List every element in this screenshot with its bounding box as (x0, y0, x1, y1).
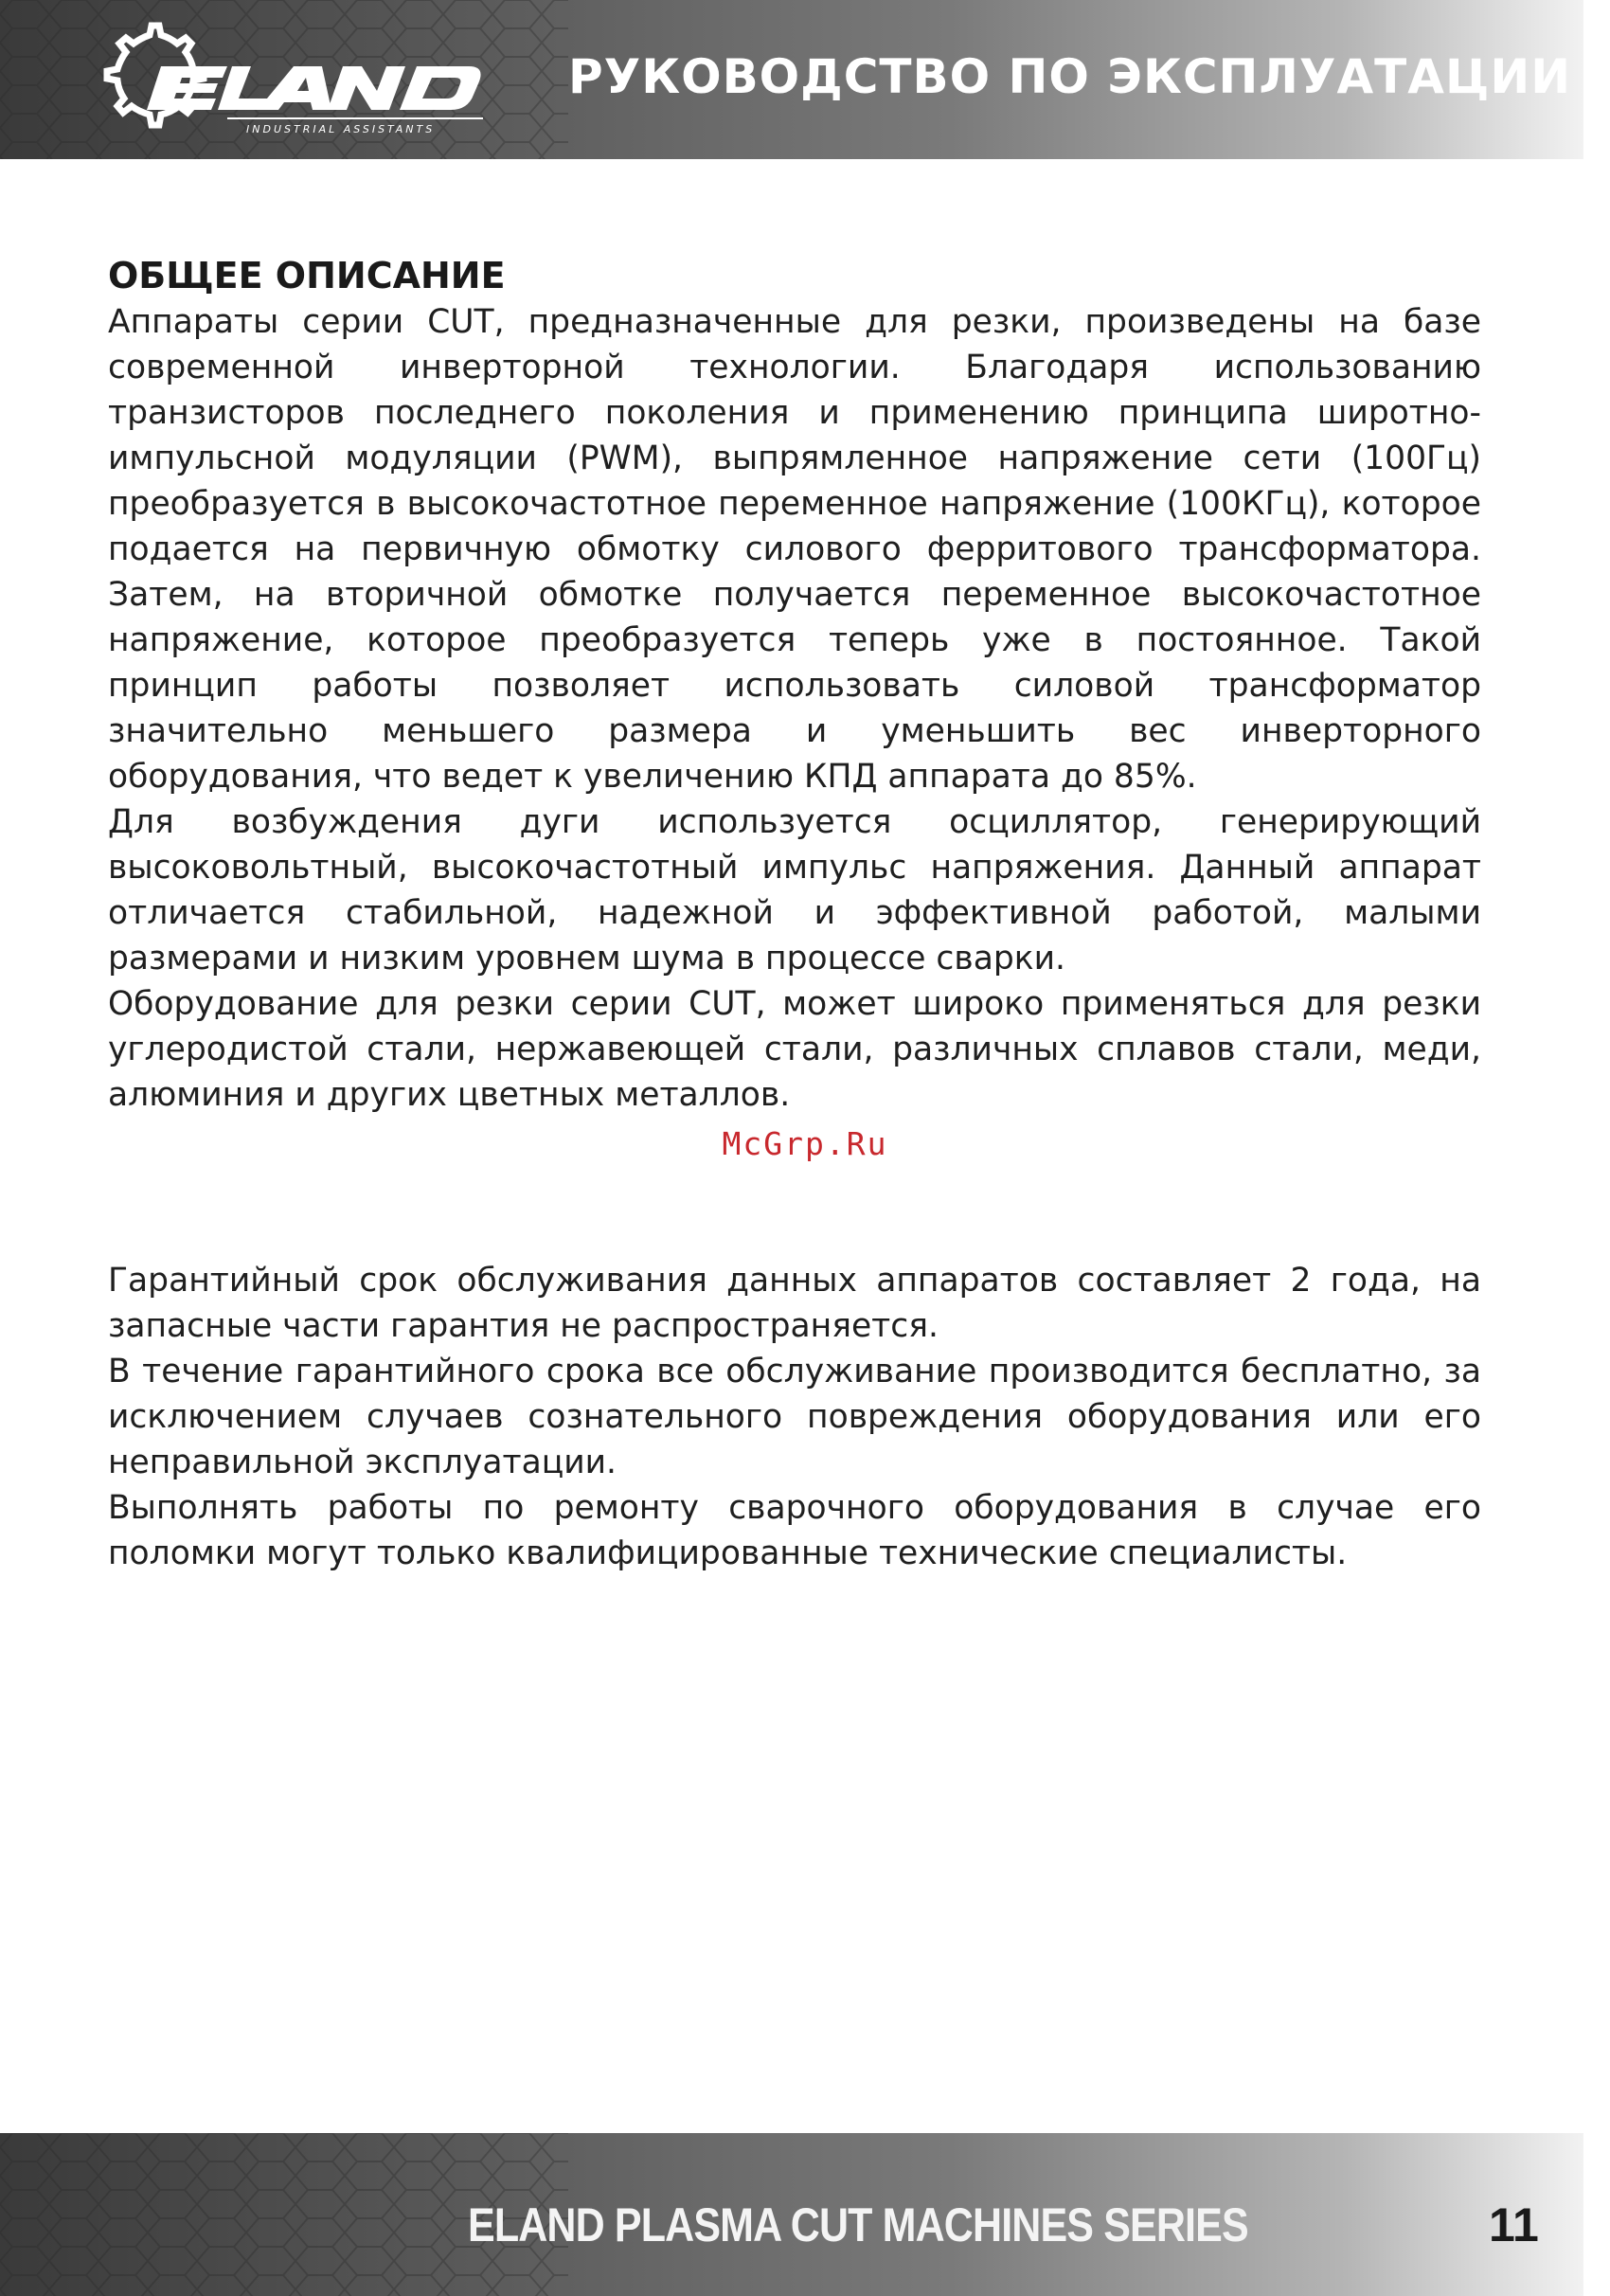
page-header (0, 0, 1583, 159)
description-paragraph-1: Аппараты серии CUT, предназначенные для резки, произведены на базе современной инверторной технологии. Благодаря использованию транзисторов последнего поколения и применению принципа широтно-импульсной модуляции (PWM), выпрямленное напряжение сети (100Гц) преобразуется в высокочастотное переменное напряжение (100КГц), которое подается на первичную обмотку силового ферритового трансформатора. Затем, на вторичной обмотке получается переменное высокочастотное напряжение, которое преобразуется теперь уже в постоянное. Такой принцип работы позволяет использовать силовой трансформатор значительно меньшего размера и уменьшить вес инверторного оборудования, что ведет к увеличению КПД аппарата до 85%. (108, 303, 1481, 796)
warranty-paragraph-2: В течение гарантийного срока все обслуживание производится бесплатно, за исключением случаев сознательного повреждения оборудования или его неправильной эксплуатации. (108, 1353, 1481, 1481)
page-number: 11 (1489, 2198, 1539, 2251)
svg-text:INDUSTRIAL ASSISTANTS: INDUSTRIAL ASSISTANTS (246, 123, 436, 135)
page-footer (0, 2133, 1583, 2296)
eland-logo (95, 19, 502, 142)
description-paragraph-3: Оборудование для резки серии CUT, может широко применяться для резки углеродистой стали, нержавеющей стали, различных сплавов стали, меди, алюминия и других цветных металлов. (108, 985, 1481, 1114)
header-title: РУКОВОДСТВО ПО ЭКСПЛУАТАЦИИ (568, 49, 1572, 104)
description-paragraph-2: Для возбуждения дуги используется осциллятор, генерирующий высоковольтный, высокочастотный импульс напряжения. Данный аппарат отличается стабильной, надежной и эффективной работой, малыми размерами и низким уровнем шума в процессе сварки. (108, 803, 1481, 978)
general-description-section (108, 252, 1481, 1118)
warranty-paragraph-1: Гарантийный срок обслуживания данных аппаратов составляет 2 года, на запасные части гарантия не распространяется. (108, 1262, 1481, 1345)
watermark: McGrp.Ru (722, 1125, 888, 1162)
warranty-paragraph-3: Выполнять работы по ремонту сварочного оборудования в случае его поломки могут только квалифицированные технические специалисты. (108, 1489, 1481, 1572)
footer-series-title: ELAND PLASMA CUT MACHINES SERIES (468, 2198, 1248, 2251)
warranty-section (108, 1258, 1481, 1576)
section-heading: ОБЩЕЕ ОПИСАНИЕ (108, 255, 506, 296)
